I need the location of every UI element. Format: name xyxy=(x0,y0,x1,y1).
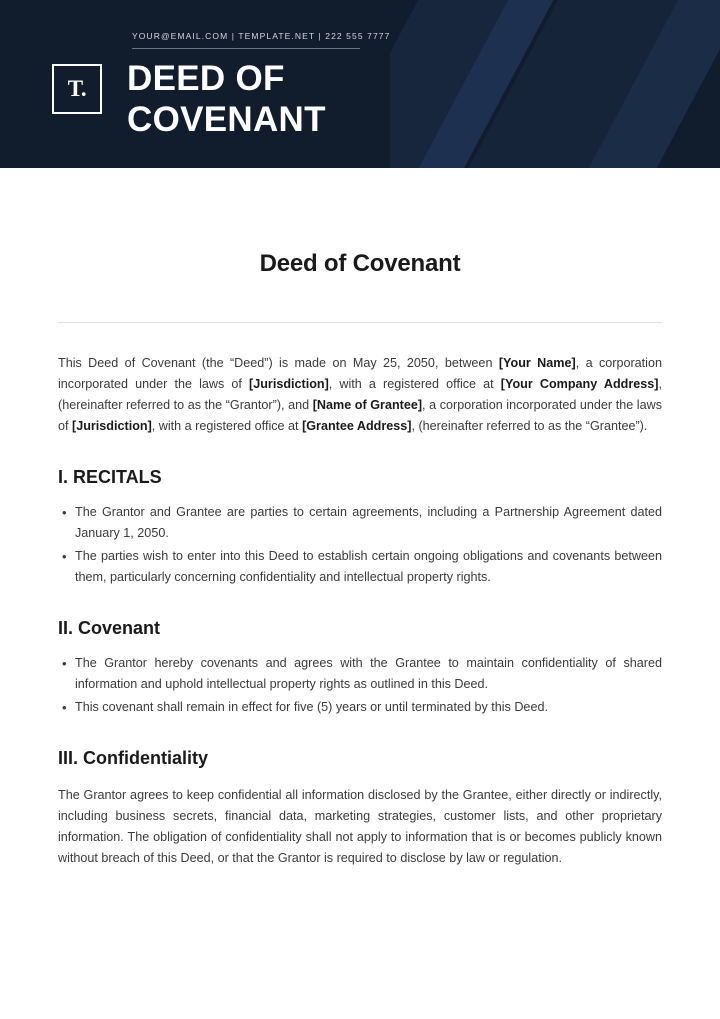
section-heading-recitals: I. RECITALS xyxy=(58,467,162,487)
header-contact-info: YOUR@EMAIL.COM | TEMPLATE.NET | 222 555 7777 xyxy=(132,31,391,41)
document-header-banner xyxy=(0,0,720,168)
placeholder-jurisdiction-2: [Jurisdiction] xyxy=(72,419,152,433)
placeholder-your-company-address: [Your Company Address] xyxy=(500,377,659,391)
intro-text-5: , a corporation incorporated under the laws of xyxy=(58,398,662,433)
section-heading-covenant: II. Covenant xyxy=(58,618,161,638)
header-divider-line xyxy=(132,48,360,49)
intro-text-3: , with a registered office at xyxy=(328,377,501,391)
list-item: • The parties wish to enter into this Deed to establish certain ongoing obligations and covenants between them, particularly concerning confidentiality and intellectual property rights. xyxy=(75,546,662,588)
placeholder-jurisdiction-1: [Jurisdiction] xyxy=(249,377,329,391)
logo-letter: T. xyxy=(67,76,87,101)
confidentiality-paragraph: The Grantor agrees to keep confidential all information disclosed by the Grantee, either directly or indirectly, including business secrets, financial data, marketing strategies, customer lists, and other proprietary information. The obligation of confidentiality shall not apply to information that is or becomes publicly known without breach of this Deed, or that the Grantor is required to disclose by law or regulation. xyxy=(58,788,662,865)
list-item: • The Grantor hereby covenants and agrees with the Grantee to maintain confidentiality of shared information and uphold intellectual property rights as outlined in this Deed. xyxy=(75,653,662,695)
document-body xyxy=(0,250,720,869)
placeholder-your-name: [Your Name] xyxy=(498,356,576,370)
intro-text-7: , (hereinafter referred to as the “Grantee”). xyxy=(411,419,648,433)
recitals-list xyxy=(58,502,662,588)
header-title-line-2: COVENANT xyxy=(127,100,326,139)
brand-logo xyxy=(52,64,102,114)
list-item: • This covenant shall remain in effect for five (5) years or until terminated by this Deed. xyxy=(75,697,662,718)
title-divider xyxy=(58,322,662,323)
intro-text-4: , (hereinafter referred to as the “Grantor”), and xyxy=(58,377,662,412)
header-title-line-1: DEED OF xyxy=(127,59,285,98)
header-title xyxy=(127,58,326,140)
header-decorative-stripes xyxy=(390,0,720,168)
section-heading-confidentiality: III. Confidentiality xyxy=(58,748,209,768)
placeholder-grantee-address: [Grantee Address] xyxy=(302,419,412,433)
covenant-list xyxy=(58,653,662,718)
list-item: • The Grantor and Grantee are parties to certain agreements, including a Partnership Agreement dated January 1, 2050. xyxy=(75,502,662,544)
placeholder-name-of-grantee: [Name of Grantee] xyxy=(312,398,423,412)
intro-text-6: , with a registered office at xyxy=(151,419,303,433)
page-title: Deed of Covenant xyxy=(259,250,461,277)
intro-paragraph xyxy=(58,353,662,437)
intro-text-1: This Deed of Covenant (the “Deed”) is made on May 25, 2050, between xyxy=(58,356,499,370)
intro-text-2: , a corporation incorporated under the laws of xyxy=(58,356,662,391)
